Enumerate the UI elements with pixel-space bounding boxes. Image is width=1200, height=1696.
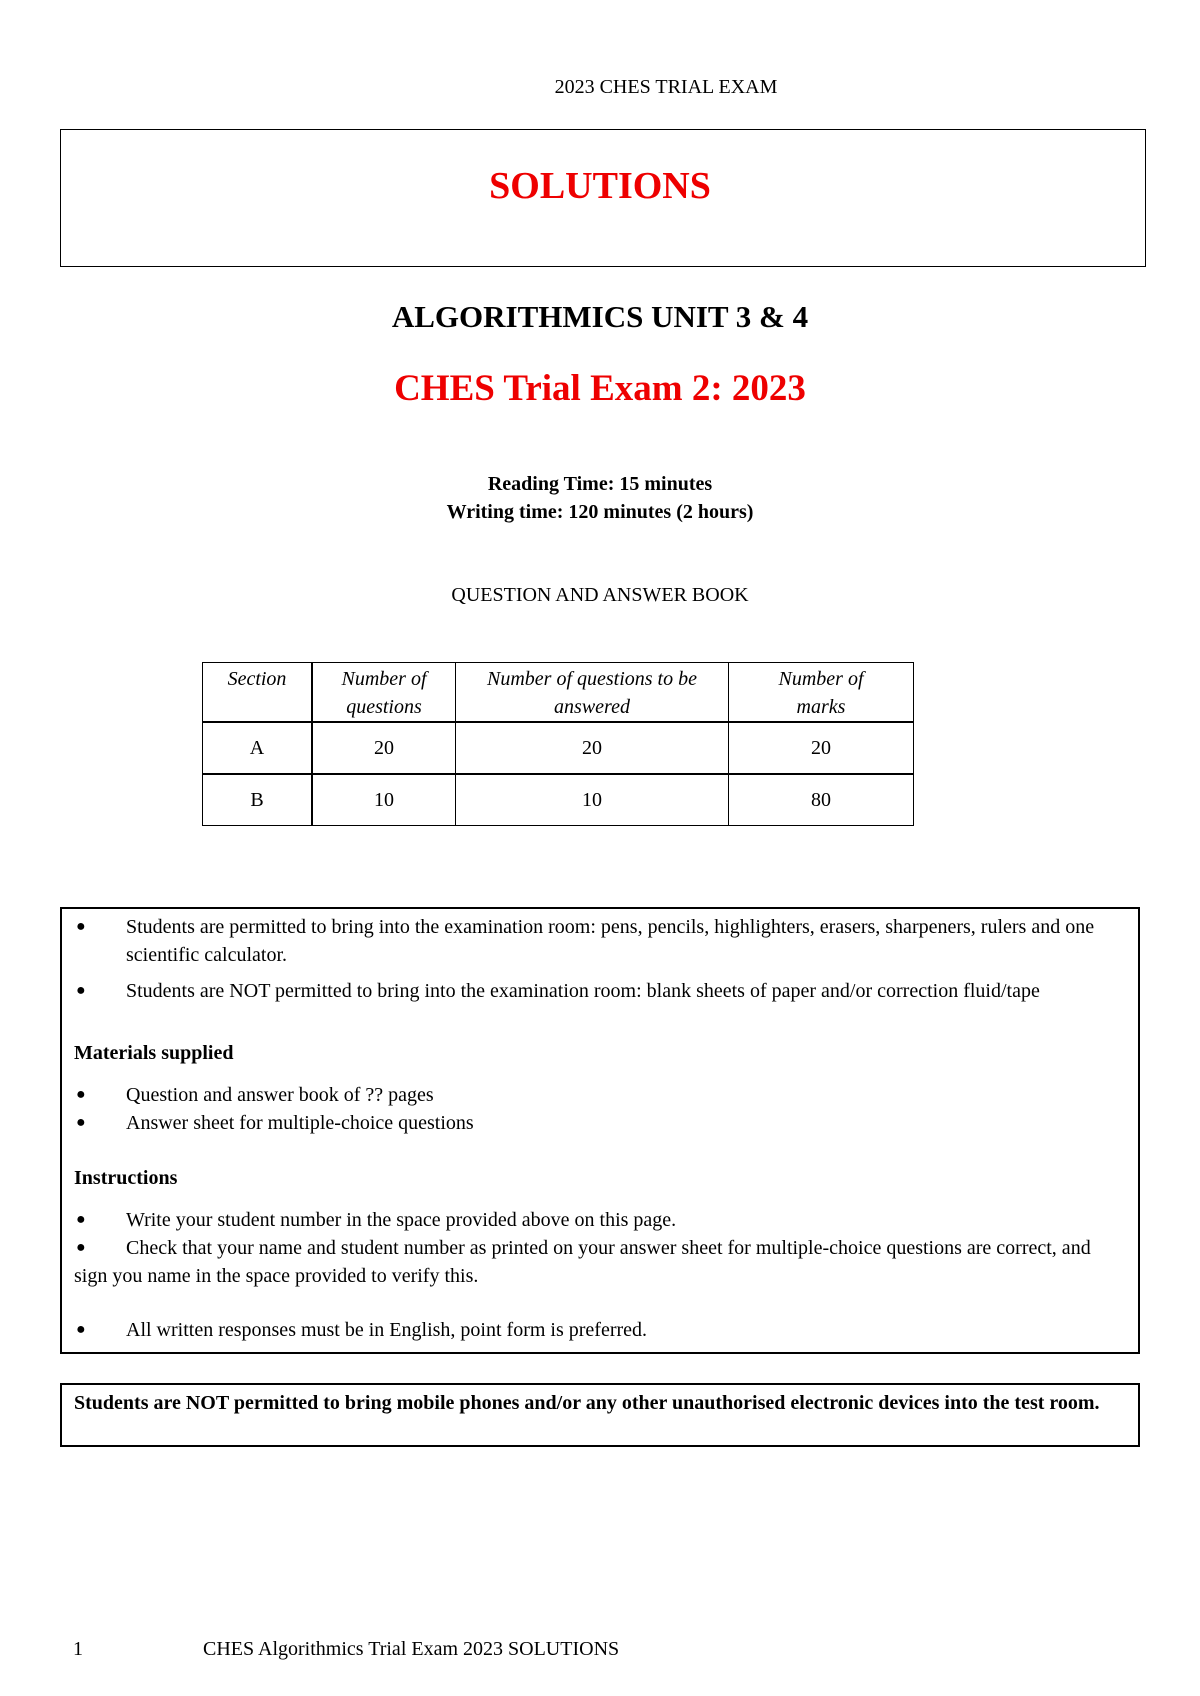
table-header-row xyxy=(203,663,914,723)
bullet-icon: ● xyxy=(76,918,86,935)
table-cell: 10 xyxy=(312,774,456,826)
page-number: 1 xyxy=(73,1638,83,1660)
not-permitted-items: Students are NOT permitted to bring into the examination room: blank sheets of paper and/or correction fluid/tape xyxy=(126,980,1040,1002)
instruction-item: Check that your name and student number as printed on your answer sheet for multiple-choice questions are correct, and sign you name in the space provided to verify this. xyxy=(74,1237,1091,1287)
footer-text: CHES Algorithmics Trial Exam 2023 SOLUTIONS xyxy=(203,1638,620,1660)
table-row xyxy=(203,774,914,826)
running-header: 2023 CHES TRIAL EXAM xyxy=(554,76,778,98)
bullet-icon: ● xyxy=(76,982,86,999)
table-cell: 10 xyxy=(456,774,729,826)
subject-heading: ALGORITHMICS UNIT 3 & 4 xyxy=(391,299,809,334)
table-cell: A xyxy=(203,722,313,774)
instructions-box xyxy=(60,907,1140,1354)
table-cell: 20 xyxy=(456,722,729,774)
sections-table xyxy=(202,662,914,826)
warning-box: Students are NOT permitted to bring mobile phones and/or any other unauthorised electronic devices into the test room. xyxy=(60,1383,1140,1447)
col-header-to-answer: Number of questions to be answered xyxy=(456,663,729,723)
exam-title: CHES Trial Exam 2: 2023 xyxy=(394,368,806,409)
bullet-icon: ● xyxy=(76,1086,86,1103)
solutions-title: SOLUTIONS xyxy=(489,165,711,207)
material-item: Answer sheet for multiple-choice questions xyxy=(126,1112,474,1134)
table-row xyxy=(203,722,914,774)
table-cell: 20 xyxy=(312,722,456,774)
table-cell: B xyxy=(203,774,313,826)
table-cell: 80 xyxy=(729,774,914,826)
bullet-icon: ● xyxy=(76,1211,86,1228)
instructions-heading: Instructions xyxy=(74,1167,178,1189)
material-item: Question and answer book of ?? pages xyxy=(126,1084,434,1106)
instruction-item: Write your student number in the space provided above on this page. xyxy=(126,1209,677,1231)
reading-time: Reading Time: 15 minutes xyxy=(487,473,713,495)
instruction-item: All written responses must be in English, point form is preferred. xyxy=(126,1319,648,1341)
col-header-section: Section xyxy=(203,663,313,723)
bullet-icon: ● xyxy=(76,1321,86,1338)
bullet-icon: ● xyxy=(76,1239,86,1256)
materials-heading: Materials supplied xyxy=(74,1042,234,1064)
col-header-marks: Number of marks xyxy=(729,663,914,723)
bullet-icon: ● xyxy=(76,1114,86,1131)
writing-time: Writing time: 120 minutes (2 hours) xyxy=(446,501,754,523)
table-cell: 20 xyxy=(729,722,914,774)
col-header-questions: Number of questions xyxy=(312,663,456,723)
book-label: QUESTION AND ANSWER BOOK xyxy=(451,584,749,606)
permitted-items: Students are permitted to bring into the examination room: pens, pencils, highlighters, erasers, sharpeners, rulers and one scientific calculator. xyxy=(126,916,1095,966)
